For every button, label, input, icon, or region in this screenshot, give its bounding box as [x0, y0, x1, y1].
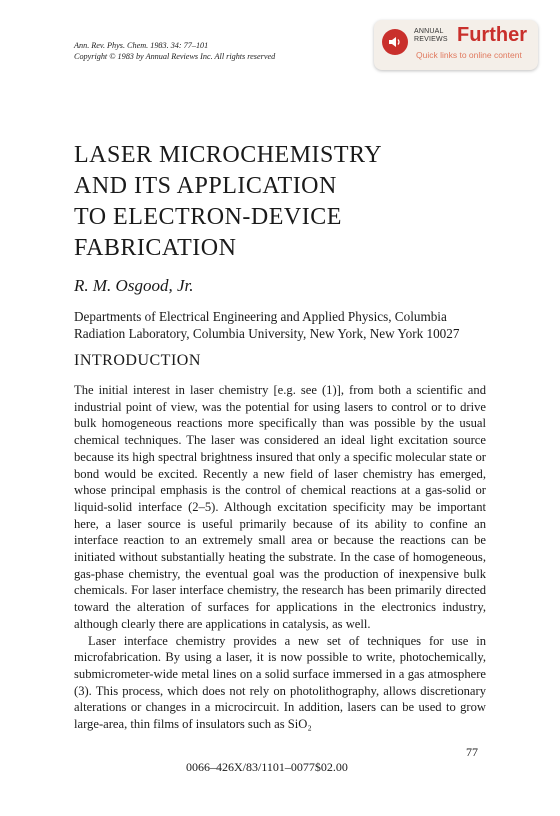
speaker-icon: [382, 29, 408, 55]
title-line: TO ELECTRON-DEVICE: [74, 204, 342, 230]
badge-reviews-text: REVIEWS: [414, 36, 448, 43]
badge-tagline: Quick links to online content: [416, 50, 522, 60]
badge-publisher: [414, 28, 448, 44]
body-text: [74, 382, 486, 733]
journal-header: [74, 40, 275, 62]
footer-code: 0066–426X/83/1101–0077$02.00: [186, 760, 348, 774]
badge-brand: Further: [457, 24, 527, 46]
affiliation-line: Departments of Electrical Engineering and Applied Physics, Columbia: [74, 309, 447, 324]
article-title: [74, 140, 382, 264]
section-heading: INTRODUCTION: [74, 352, 201, 369]
paragraph: The initial interest in laser chemistry [e.g. see (1)], from both a scientific and industrial point of view, was the potential for using lasers to control or to drive bulk homogeneous reactions more specifically than was possible by the usual chemical techniques. The laser was considered an ideal light excitation source because its high spectral brightness insured that only a specific molecular state or bond would be excited. Recently a new field of laser chemistry has emerged, whose principal emphasis is the control of chemical reactions at a gas-solid or liquid-solid interface (2–5). Although excitation specificity may be important here, a laser source is useful primarily because of its ability to confine an interface reaction to an extremely small area or because the reactions can be initiated without substantially heating the substrate. In the case of homogeneous, gas-phase chemistry, the eventual goal was the production of inexpensive bulk chemicals. For laser interface chemistry, the research has been primarily directed toward the alteration of surfaces for applications in the electronics industry, although clearly there are applications in catalysis, as well.: [74, 383, 486, 631]
paragraph: Laser interface chemistry provides a new set of techniques for use in microfabrication. By using a laser, it is now possible to write, photochemically, submicrometer-wide metal lines on a solid surface immersed in a gas atmosphere (3). This process, which does not rely on photolithography, allows discretionary alterations or changes in a microcircuit. In addition, lasers can be used to grow large-area, thin films of insulators such as SiO₂: [74, 633, 486, 732]
author-name: R. M. Osgood, Jr.: [74, 276, 194, 295]
title-line: FABRICATION: [74, 235, 237, 261]
title-line: LASER MICROCHEMISTRY: [74, 142, 383, 168]
further-badge[interactable]: [374, 20, 538, 70]
page-number: 77: [466, 745, 478, 759]
copyright-notice: Copyright © 1983 by Annual Reviews Inc. All rights reserved: [74, 52, 276, 61]
badge-annual-text: ANNUAL: [414, 28, 444, 35]
affiliation-line: Radiation Laboratory, Columbia University, New York, New York 10027: [74, 326, 460, 341]
title-line: AND ITS APPLICATION: [74, 173, 337, 199]
author-affiliation: [74, 308, 494, 342]
journal-citation: Ann. Rev. Phys. Chem. 1983. 34: 77–101: [74, 41, 209, 50]
